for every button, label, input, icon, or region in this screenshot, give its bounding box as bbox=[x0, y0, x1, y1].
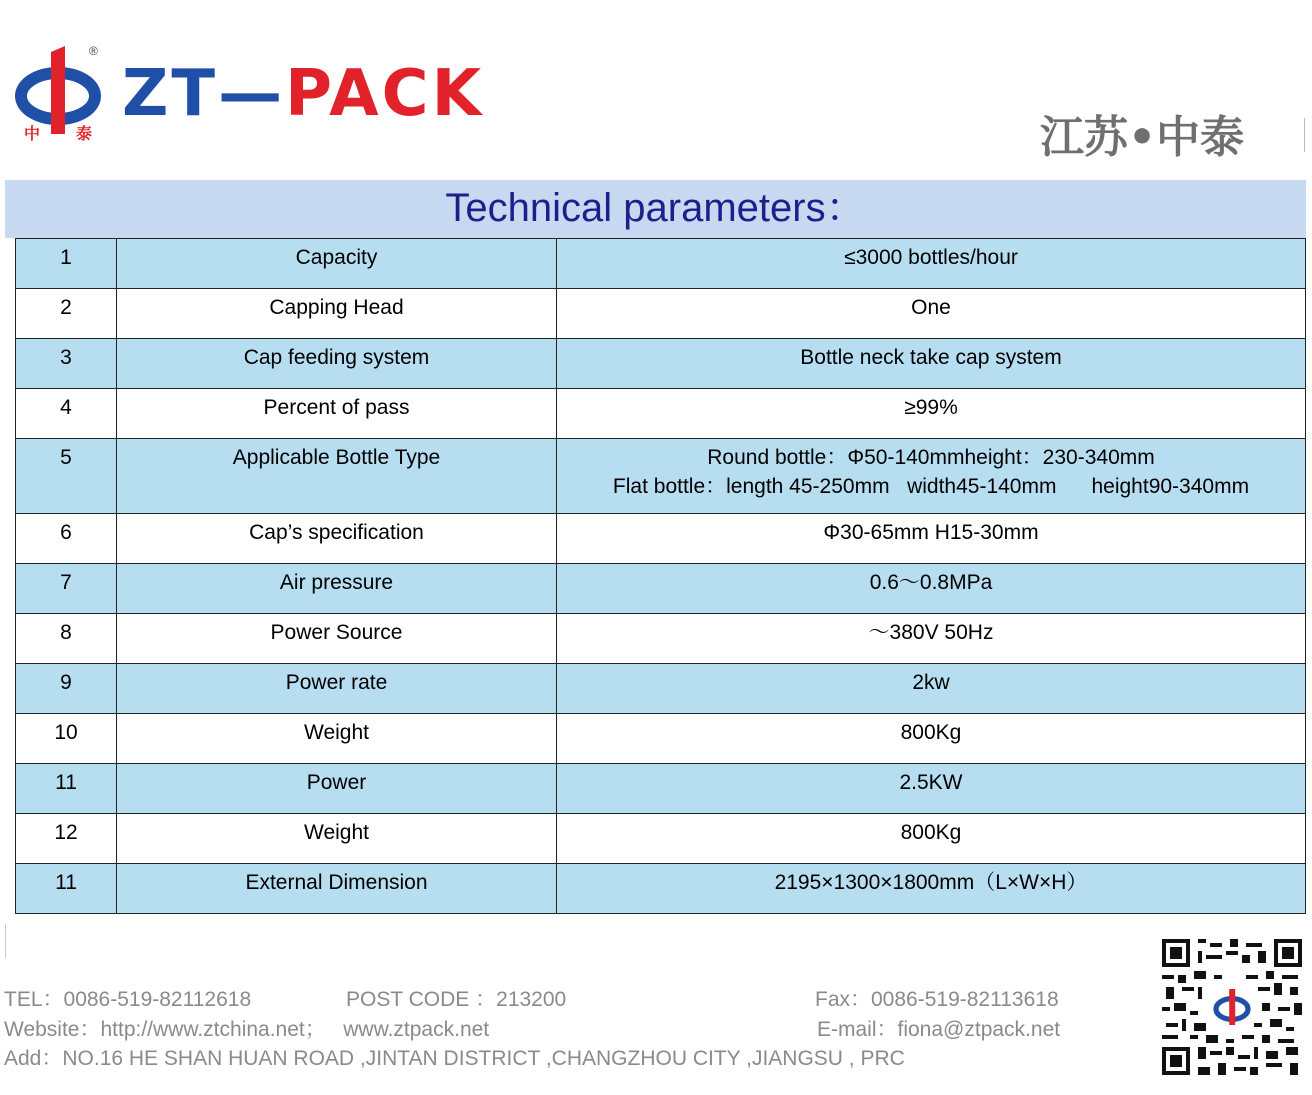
parameter-name: Power rate bbox=[117, 664, 557, 714]
row-number: 11 bbox=[16, 864, 117, 914]
footer-email: E-mail：fiona@ztpack.net bbox=[817, 1018, 1061, 1041]
footer-address: Add：NO.16 HE SHAN HUAN ROAD ,JINTAN DISTRICT ,CHANGZHOU CITY ,JIANGSU , PRC bbox=[4, 1047, 905, 1070]
parameters-table bbox=[15, 238, 1306, 914]
brand-name bbox=[122, 57, 485, 131]
margin-mark bbox=[1304, 118, 1305, 152]
row-number: 5 bbox=[16, 439, 117, 514]
parameter-name: Weight bbox=[117, 814, 557, 864]
parameter-value-line-1: Round bottle：Φ50-140mmheight：230-340mm bbox=[707, 446, 1155, 469]
parameter-value: Bottle neck take cap system bbox=[557, 339, 1306, 389]
parameter-name: Capping Head bbox=[117, 289, 557, 339]
row-number: 12 bbox=[16, 814, 117, 864]
parameter-name: Cap feeding system bbox=[117, 339, 557, 389]
row-number: 11 bbox=[16, 764, 117, 814]
row-number: 9 bbox=[16, 664, 117, 714]
parameter-name: Power Source bbox=[117, 614, 557, 664]
logo-char-left: 中 bbox=[24, 124, 41, 143]
parameter-value: 2kw bbox=[557, 664, 1306, 714]
row-number: 3 bbox=[16, 339, 117, 389]
parameter-value-line-2: Flat bottle：length 45-250mm width45-140mm height90-340mm bbox=[612, 475, 1250, 498]
parameter-value: Φ30-65mm H15-30mm bbox=[557, 514, 1306, 564]
table-row bbox=[16, 614, 1306, 664]
table-row bbox=[16, 714, 1306, 764]
table-row bbox=[16, 439, 1306, 514]
parameter-name: Weight bbox=[117, 714, 557, 764]
row-number: 2 bbox=[16, 289, 117, 339]
margin-mark bbox=[5, 924, 6, 958]
logo-char-right: 泰 bbox=[76, 124, 93, 143]
footer-post-code: POST CODE ：213200 bbox=[346, 988, 567, 1011]
table-row bbox=[16, 564, 1306, 614]
parameter-value: ≤3000 bottles/hour bbox=[557, 239, 1306, 289]
parameter-name: Capacity bbox=[117, 239, 557, 289]
chinese-company-name: 江苏•中泰 bbox=[1040, 112, 1245, 163]
footer-tel: TEL：0086-519-82112618 bbox=[4, 988, 252, 1011]
brand-pack: PACK bbox=[285, 57, 485, 131]
table-row bbox=[16, 814, 1306, 864]
table-row bbox=[16, 514, 1306, 564]
row-number: 6 bbox=[16, 514, 117, 564]
brand-zt: ZT bbox=[122, 57, 219, 131]
page-title: Technical parameters： bbox=[445, 186, 866, 230]
parameter-name: Air pressure bbox=[117, 564, 557, 614]
parameter-name: Cap’s specification bbox=[117, 514, 557, 564]
parameter-value: 2195×1300×1800mm（L×W×H） bbox=[557, 864, 1306, 914]
parameter-value: One bbox=[557, 289, 1306, 339]
table-row bbox=[16, 864, 1306, 914]
parameter-name: Applicable Bottle Type bbox=[117, 439, 557, 514]
parameter-value: ～380V 50Hz bbox=[557, 614, 1306, 664]
brand-dash: — bbox=[218, 57, 286, 131]
parameter-value: 800Kg bbox=[557, 814, 1306, 864]
footer-fax: Fax：0086-519-82113618 bbox=[815, 988, 1059, 1011]
row-number: 1 bbox=[16, 239, 117, 289]
company-logo bbox=[14, 44, 109, 144]
footer-website: Website：http://www.ztchina.net； www.ztpack.net bbox=[4, 1018, 490, 1041]
row-number: 10 bbox=[16, 714, 117, 764]
parameter-value: 800Kg bbox=[557, 714, 1306, 764]
table-row bbox=[16, 664, 1306, 714]
table-row bbox=[16, 239, 1306, 289]
table-row bbox=[16, 339, 1306, 389]
qr-code-icon bbox=[1162, 939, 1302, 1075]
title-band bbox=[5, 180, 1306, 238]
parameter-name: Power bbox=[117, 764, 557, 814]
parameter-value: 2.5KW bbox=[557, 764, 1306, 814]
parameter-value: ≥99% bbox=[557, 389, 1306, 439]
table-row bbox=[16, 764, 1306, 814]
parameter-name: Percent of pass bbox=[117, 389, 557, 439]
parameter-name: External Dimension bbox=[117, 864, 557, 914]
row-number: 7 bbox=[16, 564, 117, 614]
parameter-value bbox=[557, 439, 1306, 514]
row-number: 8 bbox=[16, 614, 117, 664]
row-number: 4 bbox=[16, 389, 117, 439]
table-row bbox=[16, 289, 1306, 339]
registered-mark: ® bbox=[89, 44, 98, 58]
parameter-value: 0.6～0.8MPa bbox=[557, 564, 1306, 614]
table-row bbox=[16, 389, 1306, 439]
